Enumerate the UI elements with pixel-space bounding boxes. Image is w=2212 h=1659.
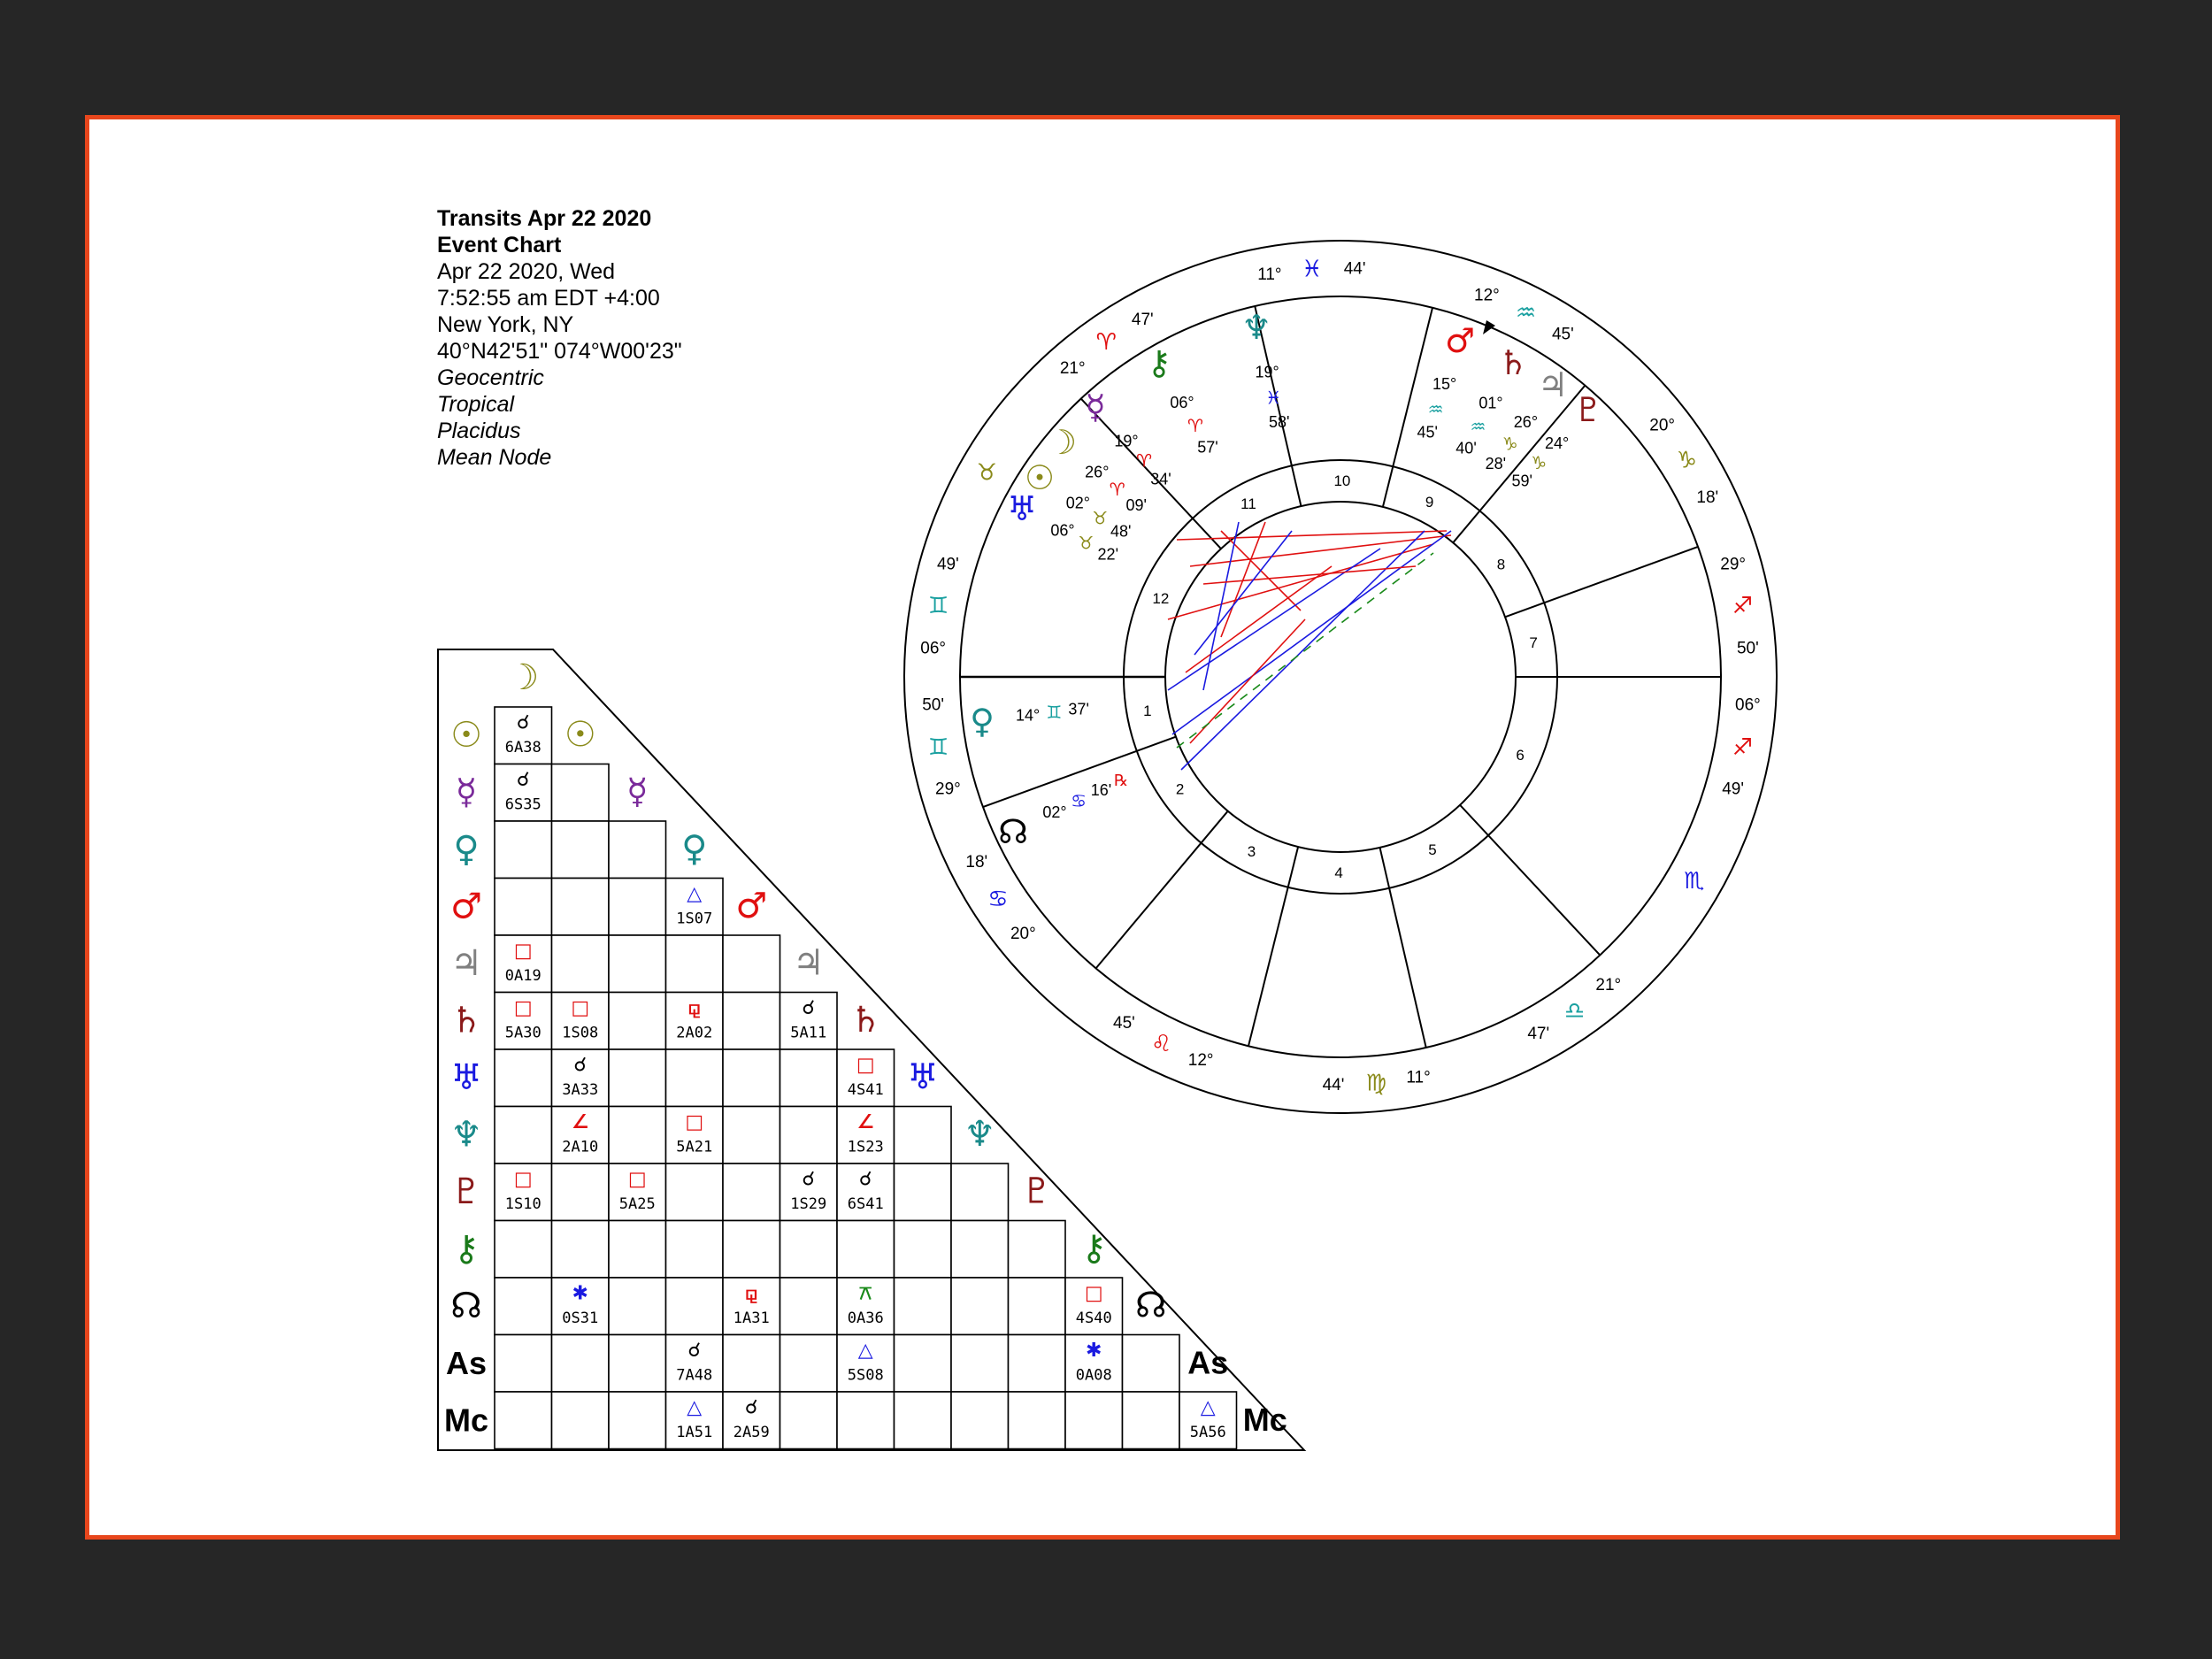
grid-cell bbox=[609, 1221, 666, 1279]
saturn-minute: 40' bbox=[1455, 439, 1477, 457]
cusp-sign-glyph: ♏ bbox=[1684, 867, 1705, 895]
grid-cell bbox=[1123, 1392, 1180, 1449]
grid-cell bbox=[951, 1392, 1009, 1449]
mars-glyph: ♂ bbox=[1444, 321, 1476, 360]
moon-sign-glyph: ♈ bbox=[1109, 478, 1125, 500]
cusp-degree: 06° bbox=[920, 639, 946, 658]
grid-cell bbox=[552, 879, 610, 936]
grid-cell bbox=[780, 1335, 838, 1393]
jupiter-sign-glyph: ♑ bbox=[1502, 433, 1518, 455]
grid-cell bbox=[895, 1278, 952, 1335]
grid-cell bbox=[723, 993, 780, 1050]
grid-cell bbox=[780, 1049, 838, 1107]
chiron-sign-glyph: ♈ bbox=[1187, 415, 1203, 437]
grid-cell bbox=[609, 1107, 666, 1164]
grid-cell bbox=[780, 1278, 838, 1335]
aspect-orb: 5A25 bbox=[618, 1195, 656, 1213]
jupiter-diagonal-glyph: ♃ bbox=[792, 942, 825, 984]
chart-title: Transits Apr 22 2020 bbox=[437, 206, 652, 231]
node-degree: 02° bbox=[1042, 803, 1067, 821]
aspect-line bbox=[1172, 531, 1451, 734]
grid-cell bbox=[495, 1049, 552, 1107]
uranus-diagonal-glyph: ♅ bbox=[906, 1056, 939, 1098]
mercury-row-glyph: ☿ bbox=[455, 772, 478, 813]
chiron-minute: 57' bbox=[1197, 438, 1218, 457]
aspect-orb: 0A19 bbox=[504, 967, 541, 985]
grid-cell bbox=[895, 1221, 952, 1279]
cusp-sign-glyph: ♎ bbox=[1564, 998, 1586, 1025]
node-minute: 16' bbox=[1090, 780, 1112, 799]
chiron-diagonal-glyph: ⚷ bbox=[1080, 1228, 1107, 1269]
aspect-orb: 6A38 bbox=[504, 739, 541, 757]
grid-cell bbox=[1009, 1335, 1066, 1393]
mercury-degree: 19° bbox=[1114, 432, 1139, 450]
mars-diagonal-glyph: ♂ bbox=[735, 886, 768, 926]
square-aspect-icon: □ bbox=[513, 997, 533, 1019]
aspect-orb: 3A33 bbox=[562, 1081, 599, 1099]
node-row-glyph: ☊ bbox=[450, 1286, 482, 1326]
neptune-row-glyph: ♆ bbox=[450, 1114, 482, 1156]
house-number: 6 bbox=[1516, 746, 1525, 764]
cusp-sign-glyph: ♍ bbox=[1365, 1070, 1386, 1097]
grid-cell bbox=[780, 1392, 838, 1449]
aspect-orb: 4S41 bbox=[847, 1081, 884, 1099]
aspect-orb: 1S07 bbox=[676, 910, 713, 928]
pluto-row-glyph: ♇ bbox=[450, 1171, 482, 1212]
square-aspect-icon: □ bbox=[685, 1111, 704, 1133]
chiron-glyph: ⚷ bbox=[1147, 343, 1171, 382]
mars-row-glyph: ♂ bbox=[450, 886, 482, 927]
cusp-sign-glyph: ♋ bbox=[987, 886, 1009, 913]
aspect-line bbox=[1168, 549, 1380, 690]
aspect-orb: 2A02 bbox=[676, 1024, 713, 1042]
venus-minute: 37' bbox=[1068, 700, 1089, 718]
cusp-degree: 11° bbox=[1406, 1068, 1431, 1087]
conjunction-aspect-icon: ☌ bbox=[573, 1054, 588, 1077]
house-number: 7 bbox=[1529, 634, 1538, 652]
grid-cell bbox=[495, 1278, 552, 1335]
grid-cell bbox=[723, 1049, 780, 1107]
cusp-sign-glyph: ♈ bbox=[1095, 328, 1117, 356]
cusp-sign-glyph: ♐ bbox=[1732, 734, 1754, 762]
grid-cell bbox=[495, 1392, 552, 1449]
grid-cell bbox=[1065, 1392, 1123, 1449]
aspect-line bbox=[1203, 566, 1416, 584]
cusp-sign-glyph: ♊ bbox=[927, 592, 949, 619]
grid-cell bbox=[609, 821, 666, 879]
aspect-orb: 7A48 bbox=[676, 1366, 713, 1385]
cusp-minute: 44' bbox=[1343, 259, 1366, 279]
semisquare-aspect-icon: ∠ bbox=[571, 1111, 589, 1133]
sun-sign-glyph: ♉ bbox=[1092, 507, 1109, 529]
mc-row-glyph: Mc bbox=[443, 1402, 489, 1439]
saturn-row-glyph: ♄ bbox=[450, 1000, 482, 1041]
square-aspect-icon: □ bbox=[571, 997, 590, 1019]
grid-cell bbox=[666, 935, 724, 993]
trine-aspect-icon: △ bbox=[1200, 1396, 1216, 1419]
saturn-diagonal-glyph: ♄ bbox=[849, 1000, 882, 1041]
chart-subtitle: Event Chart bbox=[437, 233, 562, 257]
quincunx-aspect-icon: ⚻ bbox=[858, 1282, 872, 1305]
uranus-glyph: ♅ bbox=[1006, 489, 1038, 528]
house-number: 11 bbox=[1240, 495, 1256, 512]
uranus-degree: 06° bbox=[1050, 521, 1075, 540]
aspect-orb: 1S23 bbox=[847, 1138, 884, 1156]
venus-degree: 14° bbox=[1015, 706, 1041, 725]
chiron-degree: 06° bbox=[1170, 394, 1194, 412]
mars-minute: 45' bbox=[1417, 423, 1438, 442]
neptune-glyph: ♆ bbox=[1240, 308, 1272, 347]
jupiter-row-glyph: ♃ bbox=[450, 943, 482, 984]
cusp-degree: 20° bbox=[1649, 416, 1676, 435]
semisquare-aspect-icon: ∠ bbox=[856, 1111, 875, 1133]
neptune-sign-glyph: ♓ bbox=[1265, 387, 1282, 409]
house-number: 9 bbox=[1425, 494, 1434, 511]
grid-cell bbox=[495, 1335, 552, 1393]
grid-cell bbox=[495, 879, 552, 936]
grid-cell bbox=[1009, 1221, 1066, 1279]
cusp-degree: 12° bbox=[1187, 1051, 1214, 1071]
cusp-degree: 21° bbox=[1595, 975, 1622, 995]
square-aspect-icon: □ bbox=[513, 1168, 533, 1191]
conjunction-aspect-icon: ☌ bbox=[802, 997, 816, 1019]
mars-sign-glyph: ♒ bbox=[1427, 398, 1444, 420]
sun-degree: 02° bbox=[1065, 494, 1090, 512]
grid-cell bbox=[723, 935, 780, 993]
chart-coords: 40°N42'51" 074°W00'23" bbox=[437, 339, 682, 364]
grid-cell bbox=[666, 1221, 724, 1279]
aspect-orb: 5A56 bbox=[1189, 1424, 1226, 1441]
grid-cell bbox=[552, 1392, 610, 1449]
house-cusp-line bbox=[1096, 811, 1228, 969]
conjunction-aspect-icon: ☌ bbox=[516, 769, 530, 791]
grid-cell bbox=[951, 1221, 1009, 1279]
chart-place: New York, NY bbox=[437, 312, 574, 337]
neptune-diagonal-glyph: ♆ bbox=[964, 1114, 996, 1155]
venus-glyph: ♀ bbox=[970, 702, 995, 741]
aspect-line bbox=[1177, 531, 1447, 540]
grid-cell bbox=[895, 1164, 952, 1221]
jupiter-minute: 28' bbox=[1485, 454, 1507, 472]
aspect-orb: 1S10 bbox=[504, 1195, 541, 1213]
grid-cell bbox=[552, 1164, 610, 1221]
pluto-minute: 59' bbox=[1511, 472, 1532, 490]
chart-date: Apr 22 2020, Wed bbox=[437, 259, 616, 284]
aspect-orb: 1S08 bbox=[562, 1024, 599, 1042]
sextile-aspect-icon: ✱ bbox=[572, 1282, 588, 1305]
grid-cell bbox=[609, 993, 666, 1050]
aspect-line bbox=[1186, 566, 1332, 672]
uranus-sign-glyph: ♉ bbox=[1078, 532, 1094, 554]
grid-cell bbox=[609, 1049, 666, 1107]
sesquiquadrate-aspect-icon: ⚼ bbox=[687, 997, 702, 1019]
grid-cell bbox=[552, 1221, 610, 1279]
aspect-orb: 0A36 bbox=[847, 1310, 884, 1327]
aspect-orb: 0S31 bbox=[562, 1310, 599, 1327]
neptune-minute: 58' bbox=[1268, 412, 1290, 431]
sun-glyph: ☉ bbox=[1024, 458, 1056, 497]
grid-cell bbox=[895, 1392, 952, 1449]
cusp-sign-glyph: ♊ bbox=[927, 734, 949, 762]
square-aspect-icon: □ bbox=[627, 1168, 647, 1191]
house-cusp-line bbox=[1453, 386, 1585, 543]
trine-aspect-icon: △ bbox=[687, 1396, 703, 1419]
house-cusp-line bbox=[1380, 848, 1426, 1048]
cusp-sign-glyph: ♒ bbox=[1515, 299, 1537, 326]
cusp-degree: 29° bbox=[1720, 555, 1746, 574]
grid-cell bbox=[552, 1335, 610, 1393]
cusp-sign-glyph: ♉ bbox=[976, 459, 997, 487]
grid-cell bbox=[666, 1164, 724, 1221]
aspect-orb: 5A21 bbox=[676, 1138, 713, 1156]
conjunction-aspect-icon: ☌ bbox=[687, 1340, 702, 1362]
house-number: 8 bbox=[1496, 556, 1506, 573]
cusp-minute: 45' bbox=[1113, 1013, 1135, 1033]
aspect-orb: 6S41 bbox=[847, 1195, 884, 1213]
grid-cell bbox=[837, 1392, 895, 1449]
chart-zodiac: Tropical bbox=[437, 392, 515, 417]
chart-frame-type: Geocentric bbox=[437, 365, 544, 390]
aspect-line bbox=[1181, 531, 1425, 770]
uranus-row-glyph: ♅ bbox=[450, 1057, 482, 1098]
sun-diagonal-glyph: ☉ bbox=[564, 714, 596, 756]
grid-cell bbox=[780, 1107, 838, 1164]
cusp-degree: 12° bbox=[1474, 286, 1500, 305]
grid-cell bbox=[495, 1107, 552, 1164]
cusp-minute: 47' bbox=[1527, 1025, 1550, 1044]
cusp-minute: 50' bbox=[1736, 639, 1759, 658]
grid-cell bbox=[895, 1335, 952, 1393]
grid-cell bbox=[552, 821, 610, 879]
saturn-glyph: ♄ bbox=[1497, 343, 1529, 382]
cusp-sign-glyph: ♓ bbox=[1302, 256, 1323, 283]
node-sign-glyph: ♋ bbox=[1071, 789, 1087, 811]
grid-cell bbox=[1009, 1278, 1066, 1335]
uranus-minute: 22' bbox=[1097, 545, 1119, 564]
grid-cell bbox=[666, 1049, 724, 1107]
aspect-orb: 0A08 bbox=[1075, 1366, 1112, 1385]
cusp-minute: 18' bbox=[1696, 488, 1719, 508]
cusp-minute: 18' bbox=[965, 853, 988, 872]
jupiter-degree: 26° bbox=[1513, 413, 1539, 432]
mercury-diagonal-glyph: ☿ bbox=[626, 772, 649, 812]
grid-cell bbox=[666, 1278, 724, 1335]
cusp-minute: 44' bbox=[1322, 1075, 1345, 1094]
aspect-orb: 1A51 bbox=[676, 1424, 713, 1441]
jupiter-glyph: ♃ bbox=[1537, 365, 1569, 404]
house-number: 4 bbox=[1334, 864, 1343, 881]
house-number: 12 bbox=[1152, 590, 1170, 608]
conjunction-aspect-icon: ☌ bbox=[802, 1168, 816, 1191]
aspect-orb: 6S35 bbox=[504, 795, 541, 814]
mc-diagonal-glyph: Mc bbox=[1242, 1402, 1287, 1438]
venus-row-glyph: ♀ bbox=[453, 829, 480, 870]
grid-cell bbox=[552, 935, 610, 993]
neptune-degree: 19° bbox=[1255, 363, 1279, 381]
pluto-degree: 24° bbox=[1545, 434, 1570, 453]
venus-sign-glyph: ♊ bbox=[1046, 701, 1063, 723]
cusp-degree: 11° bbox=[1257, 265, 1282, 285]
node-glyph: ☊ bbox=[998, 812, 1028, 851]
grid-cell bbox=[609, 1392, 666, 1449]
sextile-aspect-icon: ✱ bbox=[1086, 1340, 1102, 1362]
node-diagonal-glyph: ☊ bbox=[1134, 1285, 1167, 1326]
grid-cell bbox=[609, 1335, 666, 1393]
mercury-sign-glyph: ♈ bbox=[1136, 449, 1153, 472]
cusp-degree: 21° bbox=[1059, 359, 1086, 379]
trine-aspect-icon: △ bbox=[857, 1340, 873, 1362]
sun-row-glyph: ☉ bbox=[450, 715, 482, 756]
square-aspect-icon: □ bbox=[513, 940, 533, 963]
asc-diagonal-glyph: As bbox=[1187, 1344, 1229, 1381]
grid-cell bbox=[609, 879, 666, 936]
house-number: 5 bbox=[1428, 841, 1437, 859]
saturn-sign-glyph: ♒ bbox=[1470, 415, 1486, 437]
pluto-sign-glyph: ♑ bbox=[1531, 452, 1548, 474]
cusp-sign-glyph: ♑ bbox=[1676, 447, 1698, 474]
sesquiquadrate-aspect-icon: ⚼ bbox=[744, 1282, 758, 1305]
grid-cell bbox=[495, 821, 552, 879]
chart-houses: Placidus bbox=[437, 419, 521, 443]
mercury-minute: 34' bbox=[1150, 470, 1171, 488]
moon-glyph: ☽ bbox=[1046, 423, 1078, 462]
aspect-orb: 5A11 bbox=[790, 1024, 827, 1042]
aspect-orb: 4S40 bbox=[1075, 1310, 1112, 1327]
mars-degree: 15° bbox=[1432, 374, 1457, 393]
house-number: 10 bbox=[1333, 472, 1351, 490]
grid-cell bbox=[951, 1335, 1009, 1393]
aspect-orb: 1S29 bbox=[790, 1195, 827, 1213]
conjunction-aspect-icon: ☌ bbox=[516, 711, 530, 734]
aspect-orb: 2A10 bbox=[562, 1138, 599, 1156]
house-number: 2 bbox=[1175, 780, 1185, 798]
moon-diagonal-glyph: ☽ bbox=[507, 657, 540, 698]
grid-cell bbox=[723, 1221, 780, 1279]
asc-row-glyph: As bbox=[445, 1345, 488, 1381]
aspect-orb: 2A59 bbox=[733, 1424, 770, 1441]
grid-cell bbox=[609, 935, 666, 993]
moon-degree: 26° bbox=[1085, 463, 1110, 481]
cusp-minute: 47' bbox=[1131, 310, 1154, 329]
natal-wheel bbox=[904, 241, 1777, 1113]
pluto-diagonal-glyph: ♇ bbox=[1020, 1171, 1053, 1212]
cusp-degree: 06° bbox=[1735, 695, 1761, 715]
aspect-orb: 5A30 bbox=[504, 1024, 541, 1042]
grid-cell bbox=[780, 1221, 838, 1279]
house-cusp-line bbox=[1460, 805, 1600, 956]
grid-cell bbox=[723, 1164, 780, 1221]
grid-cell bbox=[951, 1164, 1009, 1221]
grid-cell bbox=[609, 1278, 666, 1335]
grid-cell bbox=[723, 1107, 780, 1164]
cusp-sign-glyph: ♐ bbox=[1732, 592, 1754, 619]
cusp-minute: 49' bbox=[1722, 780, 1745, 799]
pluto-glyph: ♇ bbox=[1572, 390, 1604, 429]
square-aspect-icon: □ bbox=[1084, 1282, 1103, 1305]
chart-time: 7:52:55 am EDT +4:00 bbox=[437, 286, 660, 311]
mercury-glyph: ☿ bbox=[1085, 388, 1106, 426]
moon-minute: 09' bbox=[1125, 495, 1147, 514]
cusp-degree: 29° bbox=[935, 780, 961, 799]
grid-cell bbox=[837, 1221, 895, 1279]
venus-diagonal-glyph: ♀ bbox=[681, 828, 708, 870]
aspect-orb: 5S08 bbox=[847, 1366, 884, 1385]
sun-minute: 48' bbox=[1110, 522, 1132, 541]
cusp-minute: 45' bbox=[1551, 325, 1574, 344]
saturn-degree: 01° bbox=[1479, 394, 1503, 412]
cusp-minute: 49' bbox=[936, 555, 959, 574]
grid-cell bbox=[552, 764, 610, 822]
grid-cell bbox=[1123, 1335, 1180, 1393]
house-cusp-line bbox=[1505, 547, 1698, 617]
grid-cell bbox=[895, 1107, 952, 1164]
chart-node: Mean Node bbox=[437, 445, 552, 470]
conjunction-aspect-icon: ☌ bbox=[858, 1168, 872, 1191]
cusp-minute: 50' bbox=[922, 695, 945, 715]
grid-cell bbox=[495, 1221, 552, 1279]
inner-ring bbox=[1165, 502, 1516, 852]
house-number: 3 bbox=[1247, 842, 1256, 860]
grid-cell bbox=[951, 1278, 1009, 1335]
cusp-sign-glyph: ♌ bbox=[1151, 1030, 1172, 1057]
trine-aspect-icon: △ bbox=[687, 883, 703, 905]
chiron-row-glyph: ⚷ bbox=[453, 1228, 480, 1270]
grid-cell bbox=[1009, 1392, 1066, 1449]
grid-cell bbox=[723, 1335, 780, 1393]
retrograde-icon: ℞ bbox=[1113, 771, 1129, 790]
aspect-line bbox=[1194, 531, 1292, 655]
cusp-degree: 20° bbox=[1010, 924, 1036, 943]
house-number: 1 bbox=[1143, 702, 1152, 719]
square-aspect-icon: □ bbox=[856, 1054, 875, 1077]
midheaven-arrow-icon bbox=[1483, 320, 1495, 334]
aspect-grid bbox=[438, 649, 1304, 1450]
conjunction-aspect-icon: ☌ bbox=[744, 1396, 758, 1419]
aspect-orb: 1A31 bbox=[733, 1310, 770, 1327]
aspect-line bbox=[1168, 544, 1433, 619]
